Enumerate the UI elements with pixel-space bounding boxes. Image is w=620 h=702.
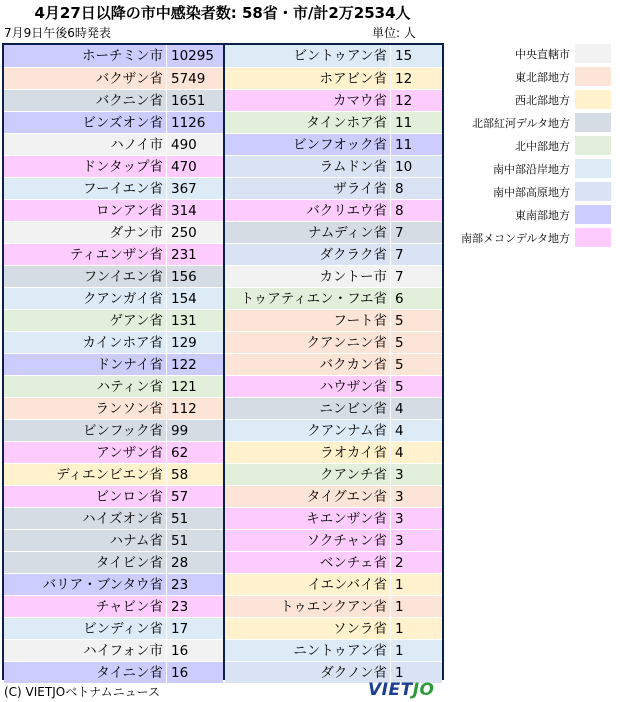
announcement-date: 7月9日午後6時発表 bbox=[4, 26, 111, 40]
legend-label: 東北部地方 bbox=[515, 70, 570, 84]
table-row bbox=[4, 661, 223, 683]
region-name: キエンザン省 bbox=[306, 510, 387, 527]
table-row bbox=[4, 419, 223, 441]
table-row bbox=[225, 397, 442, 419]
case-count: 314 bbox=[166, 200, 223, 222]
table-row bbox=[225, 617, 442, 639]
legend-label: 東南部地方 bbox=[515, 208, 570, 222]
legend-item bbox=[455, 89, 615, 110]
table-row bbox=[4, 89, 223, 111]
table-row bbox=[225, 331, 442, 353]
region-name: ニンビン省 bbox=[319, 400, 387, 417]
region-name: ハナム省 bbox=[109, 532, 163, 549]
case-count: 1 bbox=[390, 662, 442, 684]
legend-item bbox=[455, 112, 615, 133]
table-row bbox=[225, 265, 442, 287]
case-count: 58 bbox=[166, 464, 223, 486]
legend-label: 北部紅河デルタ地方 bbox=[471, 116, 570, 130]
region-name: トゥアティエン・フエ省 bbox=[240, 290, 387, 307]
legend-item bbox=[455, 227, 615, 248]
table-row bbox=[4, 375, 223, 397]
case-count: 5 bbox=[390, 376, 442, 398]
case-count: 16 bbox=[166, 640, 223, 662]
page-title: 4月27日以降の市中感染者数: 58省・市/計2万2534人 bbox=[34, 4, 411, 22]
region-name: ハイズオン省 bbox=[82, 510, 163, 527]
case-count: 5 bbox=[390, 310, 442, 332]
region-name: カントー市 bbox=[319, 268, 387, 285]
case-count: 2 bbox=[390, 552, 442, 574]
table-row bbox=[4, 441, 223, 463]
table-row bbox=[4, 331, 223, 353]
region-name: チャビン省 bbox=[95, 598, 163, 615]
table-row bbox=[4, 353, 223, 375]
table-row bbox=[4, 199, 223, 221]
vietjo-logo bbox=[368, 680, 434, 700]
case-count: 5749 bbox=[166, 68, 223, 90]
region-name: ザライ省 bbox=[333, 180, 387, 197]
case-count: 1651 bbox=[166, 90, 223, 112]
case-count: 122 bbox=[166, 354, 223, 376]
region-name: ニントゥアン省 bbox=[293, 642, 387, 659]
case-count: 3 bbox=[390, 508, 442, 530]
region-name: タイニン省 bbox=[96, 664, 163, 681]
case-count: 5 bbox=[390, 332, 442, 354]
table-row bbox=[225, 111, 442, 133]
case-count: 470 bbox=[166, 156, 223, 178]
case-count: 12 bbox=[390, 68, 442, 90]
region-name: ベンチェ省 bbox=[319, 554, 387, 571]
table-row bbox=[4, 463, 223, 485]
region-name: バリア・ブンタウ省 bbox=[42, 576, 163, 593]
table-row bbox=[4, 111, 223, 133]
region-name: ホーチミン市 bbox=[82, 48, 163, 64]
legend-swatch bbox=[575, 90, 611, 109]
region-name: ビンズオン省 bbox=[82, 114, 163, 131]
case-count: 16 bbox=[166, 662, 223, 684]
table-row bbox=[225, 375, 442, 397]
region-name: タイグエン省 bbox=[306, 488, 387, 505]
unit-label: 単位: 人 bbox=[372, 26, 416, 40]
logo-jo: JO bbox=[412, 680, 435, 700]
region-name: ロンアン省 bbox=[96, 202, 163, 219]
table-row bbox=[4, 287, 223, 309]
logo-viet: VIET bbox=[368, 680, 413, 700]
legend-item bbox=[455, 66, 615, 87]
case-count: 367 bbox=[166, 178, 223, 200]
region-name: フーイエン省 bbox=[82, 180, 163, 197]
case-count: 11 bbox=[390, 134, 442, 156]
table-row bbox=[225, 639, 442, 661]
region-name: クアンガイ省 bbox=[82, 290, 163, 307]
legend-item bbox=[455, 43, 615, 64]
region-name: ラムドン省 bbox=[319, 158, 387, 175]
table-row bbox=[4, 507, 223, 529]
table-row bbox=[4, 221, 223, 243]
case-count: 51 bbox=[166, 508, 223, 530]
region-name: ソンラ省 bbox=[333, 620, 387, 637]
legend-swatch bbox=[575, 67, 611, 86]
table-row bbox=[4, 595, 223, 617]
case-count: 12 bbox=[390, 90, 442, 112]
table-row bbox=[4, 573, 223, 595]
region-name: ランソン省 bbox=[95, 400, 163, 417]
region-name: フート省 bbox=[333, 312, 387, 329]
table-row bbox=[225, 45, 442, 67]
copyright-text: (C) VIETJOベトナムニュース bbox=[4, 685, 161, 699]
case-count: 51 bbox=[166, 530, 223, 552]
case-count: 1126 bbox=[166, 112, 223, 134]
table-row bbox=[4, 133, 223, 155]
case-count: 6 bbox=[390, 288, 442, 310]
legend-swatch bbox=[575, 205, 611, 224]
region-name: ダナン市 bbox=[109, 224, 163, 241]
case-count: 7 bbox=[390, 222, 442, 244]
region-name: バクニン省 bbox=[95, 92, 163, 109]
table-row bbox=[4, 155, 223, 177]
legend-label: 南部メコンデルタ地方 bbox=[460, 231, 570, 245]
case-count: 1 bbox=[390, 618, 442, 640]
region-name: バクザン省 bbox=[95, 70, 163, 87]
region-name: クアンナム省 bbox=[307, 422, 387, 439]
legend-label: 南中部沿岸地方 bbox=[493, 162, 570, 176]
case-count: 15 bbox=[390, 45, 442, 67]
region-name: ビントゥアン省 bbox=[293, 48, 387, 64]
table-row bbox=[225, 67, 442, 89]
table-row bbox=[225, 595, 442, 617]
case-count: 10295 bbox=[166, 45, 223, 67]
table-row bbox=[4, 485, 223, 507]
case-count: 11 bbox=[390, 112, 442, 134]
case-count: 5 bbox=[390, 354, 442, 376]
table-row bbox=[225, 199, 442, 221]
region-name: トゥエンクアン省 bbox=[280, 598, 387, 615]
region-name: ドンタップ省 bbox=[82, 158, 163, 175]
case-count: 131 bbox=[166, 310, 223, 332]
region-name: ソクチャン省 bbox=[306, 532, 387, 549]
table-row bbox=[225, 507, 442, 529]
table-row bbox=[225, 529, 442, 551]
table-row bbox=[225, 89, 442, 111]
table-row bbox=[4, 551, 223, 573]
table-row bbox=[4, 529, 223, 551]
table-row bbox=[225, 441, 442, 463]
region-name: フンイエン省 bbox=[83, 268, 163, 285]
region-name: カインホア省 bbox=[82, 334, 163, 351]
case-count: 490 bbox=[166, 134, 223, 156]
case-count: 3 bbox=[390, 486, 442, 508]
table-row bbox=[225, 287, 442, 309]
legend-label: 西北部地方 bbox=[515, 93, 570, 107]
legend-swatch bbox=[575, 136, 611, 155]
table-row bbox=[225, 485, 442, 507]
case-count: 10 bbox=[390, 156, 442, 178]
legend-swatch bbox=[575, 44, 611, 63]
case-count: 1 bbox=[390, 574, 442, 596]
region-name: クアンニン省 bbox=[306, 334, 387, 351]
legend-item bbox=[455, 158, 615, 179]
table-row bbox=[4, 639, 223, 661]
region-name: タインホア省 bbox=[306, 114, 387, 131]
region-name: バクカン省 bbox=[319, 356, 387, 373]
table-row bbox=[4, 309, 223, 331]
region-name: ホアビン省 bbox=[319, 70, 387, 87]
case-count: 1 bbox=[390, 596, 442, 618]
table-row bbox=[225, 419, 442, 441]
case-count: 112 bbox=[166, 398, 223, 420]
region-name: ビンディン省 bbox=[83, 620, 163, 637]
region-name: ビンロン省 bbox=[95, 488, 163, 505]
region-name: ディエンビエン省 bbox=[56, 466, 163, 483]
case-count: 23 bbox=[166, 596, 223, 618]
table-row bbox=[225, 551, 442, 573]
region-name: ドンナイ省 bbox=[96, 356, 163, 373]
table-row bbox=[4, 397, 223, 419]
region-name: タイビン省 bbox=[95, 554, 163, 571]
region-name: ビンフオック省 bbox=[293, 136, 387, 153]
table-row bbox=[225, 155, 442, 177]
legend-item bbox=[455, 204, 615, 225]
region-name: ハイフォン市 bbox=[83, 642, 163, 659]
case-count: 250 bbox=[166, 222, 223, 244]
case-count: 7 bbox=[390, 266, 442, 288]
table-row bbox=[4, 45, 223, 67]
table-row bbox=[225, 309, 442, 331]
table-row bbox=[225, 463, 442, 485]
region-name: ラオカイ省 bbox=[320, 444, 387, 461]
case-count: 4 bbox=[390, 442, 442, 464]
legend-swatch bbox=[575, 182, 611, 201]
case-count: 1 bbox=[390, 640, 442, 662]
table-row bbox=[225, 177, 442, 199]
region-name: ハティン省 bbox=[96, 378, 163, 395]
table-row bbox=[4, 243, 223, 265]
legend-item bbox=[455, 181, 615, 202]
case-count: 121 bbox=[166, 376, 223, 398]
table-row bbox=[4, 67, 223, 89]
case-count: 4 bbox=[390, 420, 442, 442]
case-count: 62 bbox=[166, 442, 223, 464]
case-count: 8 bbox=[390, 178, 442, 200]
legend-label: 北中部地方 bbox=[515, 139, 570, 153]
region-name: ビンフック省 bbox=[82, 422, 163, 439]
case-count: 3 bbox=[390, 464, 442, 486]
case-count: 156 bbox=[166, 266, 223, 288]
case-count: 17 bbox=[166, 618, 223, 640]
case-count: 7 bbox=[390, 244, 442, 266]
region-name: ハウザン省 bbox=[319, 378, 387, 395]
region-name: ハノイ市 bbox=[110, 136, 163, 153]
legend-item bbox=[455, 135, 615, 156]
region-name: クアンチ省 bbox=[320, 466, 387, 483]
region-name: ティエンザン省 bbox=[69, 246, 163, 263]
table-row bbox=[225, 243, 442, 265]
case-count: 28 bbox=[166, 552, 223, 574]
case-count: 4 bbox=[390, 398, 442, 420]
table-row bbox=[225, 353, 442, 375]
legend-swatch bbox=[575, 159, 611, 178]
region-name: ナムディン省 bbox=[308, 224, 387, 241]
table-row bbox=[4, 265, 223, 287]
case-count: 99 bbox=[166, 420, 223, 442]
case-count: 154 bbox=[166, 288, 223, 310]
table-row bbox=[225, 573, 442, 595]
table-row bbox=[225, 221, 442, 243]
legend-label: 南中部高原地方 bbox=[493, 185, 570, 199]
region-name: ダクノン省 bbox=[320, 664, 387, 681]
region-name: アンザン省 bbox=[96, 444, 163, 461]
region-name: イエンバイ省 bbox=[307, 576, 387, 593]
region-name: バクリエウ省 bbox=[306, 202, 387, 219]
case-count: 57 bbox=[166, 486, 223, 508]
region-name: カマウ省 bbox=[333, 92, 387, 109]
region-name: ダクラク省 bbox=[319, 246, 387, 263]
case-count: 129 bbox=[166, 332, 223, 354]
case-count: 23 bbox=[166, 574, 223, 596]
case-count: 231 bbox=[166, 244, 223, 266]
legend-label: 中央直轄市 bbox=[515, 47, 570, 61]
table-row bbox=[4, 177, 223, 199]
legend-swatch bbox=[575, 228, 611, 247]
case-count: 3 bbox=[390, 530, 442, 552]
region-name: ゲアン省 bbox=[109, 312, 163, 329]
legend-swatch bbox=[575, 113, 611, 132]
case-count: 8 bbox=[390, 200, 442, 222]
cases-table bbox=[2, 43, 444, 680]
table-row bbox=[225, 133, 442, 155]
table-row bbox=[4, 617, 223, 639]
